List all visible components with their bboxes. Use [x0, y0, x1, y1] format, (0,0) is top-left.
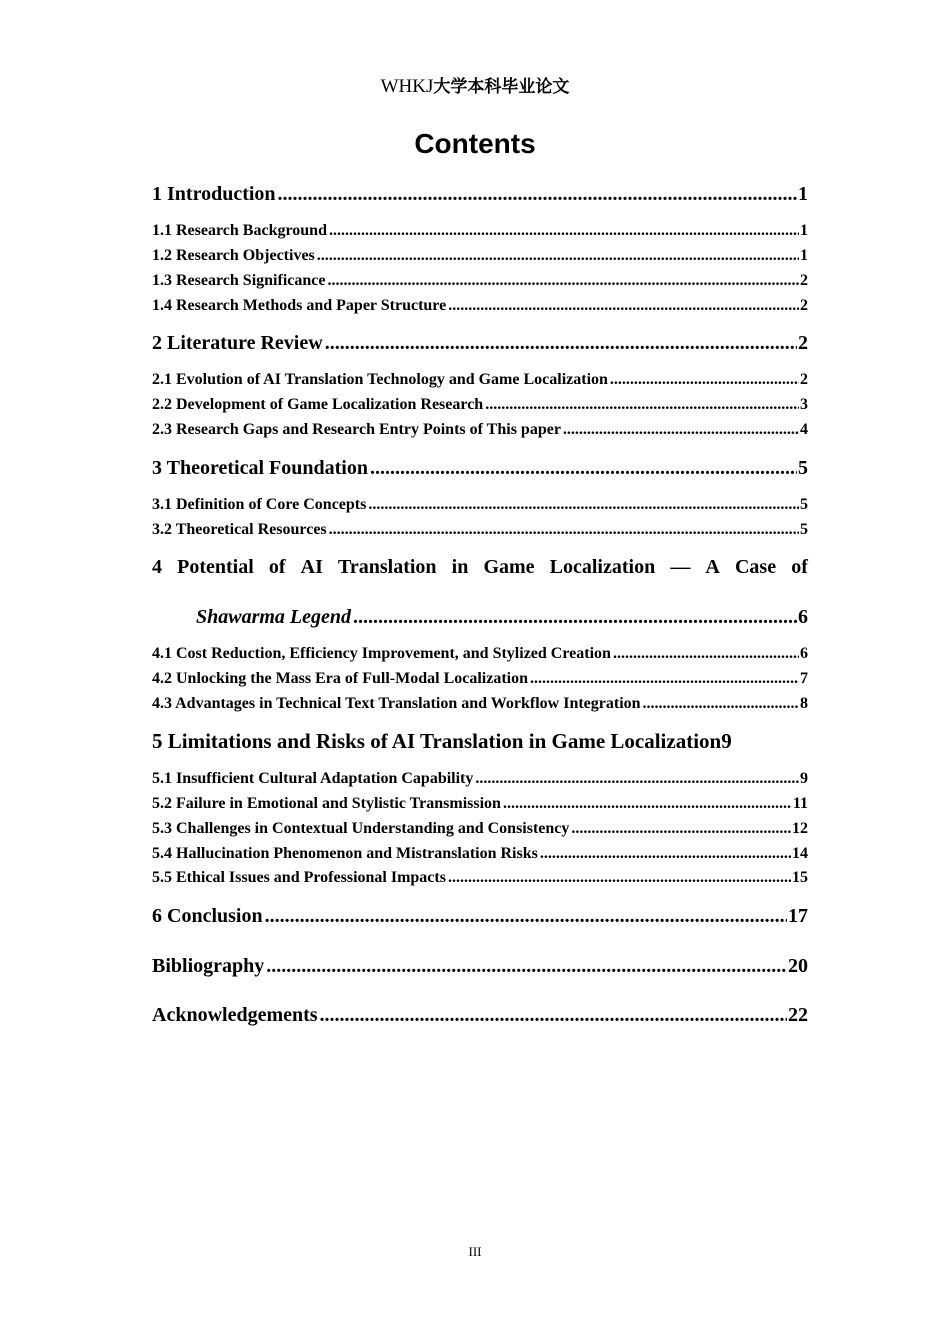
leader-dots [448, 867, 791, 889]
toc-page: 9 [721, 729, 732, 753]
toc-page: 17 [788, 905, 808, 927]
toc-label: 5.4 Hallucination Phenomenon and Mistranslation Risks [152, 845, 538, 862]
toc-label: 4.2 Unlocking the Mass Era of Full-Modal Localization [152, 670, 528, 687]
toc-word: Localization [549, 556, 656, 578]
toc-word: Potential [177, 556, 254, 578]
toc-label: 5.2 Failure in Emotional and Stylistic Transmission [152, 795, 501, 812]
toc-entry-2-1[interactable] [152, 369, 808, 391]
leader-dots [563, 419, 799, 441]
toc-page: 2 [800, 272, 808, 289]
leader-dots [320, 1001, 787, 1029]
toc-entry-5-1[interactable] [152, 768, 808, 790]
toc-label: 2.2 Development of Game Localization Research [152, 396, 484, 413]
toc-page: 5 [800, 496, 808, 513]
toc-label: 1.2 Research Objectives [152, 247, 315, 264]
toc-entry-ch2[interactable] [152, 329, 808, 357]
toc-word: Translation [338, 556, 437, 578]
toc-entry-ch5[interactable] [152, 727, 808, 755]
toc-label: 5 Limitations and Risks of AI Translation in Game Localization [152, 729, 722, 753]
toc-entry-5-4[interactable] [152, 843, 808, 865]
toc-label: 5.1 Insufficient Cultural Adaptation Capability [152, 770, 474, 787]
toc-entry-ch1[interactable] [152, 180, 808, 208]
toc-label: 1.1 Research Background [152, 222, 327, 239]
toc-label: Bibliography [152, 955, 265, 977]
toc-word: in [451, 556, 469, 578]
toc-word: Case [734, 556, 777, 578]
toc-page: 14 [792, 845, 808, 862]
toc-entry-3-1[interactable] [152, 494, 808, 516]
toc-label: 3.1 Definition of Core Concepts [152, 496, 367, 513]
toc-word: AI [300, 556, 323, 578]
page-number: III [468, 1244, 482, 1259]
toc-page: 2 [798, 332, 808, 354]
leader-dots [475, 768, 799, 790]
running-header [0, 75, 950, 99]
toc-entry-ch4-line2[interactable] [152, 603, 808, 631]
toc-label: 1.4 Research Methods and Paper Structure [152, 297, 447, 314]
toc-word: of [268, 556, 286, 578]
leader-dots [368, 494, 799, 516]
toc-label: Shawarma Legend [196, 606, 352, 628]
toc-entry-5-3[interactable] [152, 818, 808, 840]
toc-label: 2.1 Evolution of AI Translation Technology and Game Localization [152, 371, 608, 388]
toc-label: 6 Conclusion [152, 905, 263, 927]
leader-dots [329, 519, 799, 541]
toc-entry-ch4-line1[interactable] [152, 553, 808, 581]
toc-entry-2-2[interactable] [152, 394, 808, 416]
toc-entry-4-3[interactable] [152, 693, 808, 715]
toc-page: 7 [800, 670, 808, 687]
leader-dots [613, 643, 799, 665]
toc-label: 3 Theoretical Foundation [152, 457, 368, 479]
toc-page: 1 [800, 247, 808, 264]
toc-entry-4-2[interactable] [152, 668, 808, 690]
header-latin: WHKJ [380, 76, 434, 97]
toc-label: 2 Literature Review [152, 332, 323, 354]
toc-page: 2 [800, 297, 808, 314]
toc-entry-1-2[interactable] [152, 245, 808, 267]
toc-page: 2 [800, 371, 808, 388]
toc-label: 4.1 Cost Reduction, Efficiency Improvement, and Stylized Creation [152, 645, 611, 662]
toc-label: 5.5 Ethical Issues and Professional Impacts [152, 869, 446, 886]
toc-word: of [791, 556, 808, 578]
toc-page: 1 [798, 183, 808, 205]
toc-entry-5-5[interactable] [152, 867, 808, 889]
leader-dots [643, 693, 799, 715]
toc-entry-2-3[interactable] [152, 419, 808, 441]
toc-page: 3 [800, 396, 808, 413]
leader-dots [370, 454, 797, 482]
toc-word: A [705, 556, 720, 578]
toc-page: 5 [798, 457, 808, 479]
toc-label: 1.3 Research Significance [152, 272, 326, 289]
leader-dots [266, 952, 787, 980]
toc-page: 12 [792, 820, 808, 837]
toc-page: 1 [800, 222, 808, 239]
leader-dots [325, 329, 797, 357]
toc-page: 15 [792, 869, 808, 886]
toc-page: 4 [800, 421, 808, 438]
toc-entry-bibliography[interactable] [152, 952, 808, 980]
toc-page: 11 [792, 795, 808, 812]
toc-label: 4.3 Advantages in Technical Text Translation and Workflow Integration [152, 695, 641, 712]
toc-page: 6 [798, 606, 808, 628]
toc-page: 5 [800, 521, 808, 538]
toc-entry-acknowledgements[interactable] [152, 1001, 808, 1029]
leader-dots [610, 369, 799, 391]
leader-dots [265, 902, 787, 930]
leader-dots [485, 394, 799, 416]
toc-label: 5.3 Challenges in Contextual Understanding and Consistency [152, 820, 570, 837]
leader-dots [353, 603, 797, 631]
toc-label: Acknowledgements [152, 1004, 318, 1026]
leader-dots [317, 245, 799, 267]
toc-page: 9 [800, 770, 808, 787]
leader-dots [540, 843, 791, 865]
toc-entry-3-2[interactable] [152, 519, 808, 541]
toc-label: 2.3 Research Gaps and Research Entry Points of This paper [152, 421, 561, 438]
toc-page: 6 [800, 645, 808, 662]
toc-word: 4 [152, 556, 162, 578]
toc-entry-ch6[interactable] [152, 902, 808, 930]
header-han: 大学本科毕业论文 [433, 77, 570, 97]
leader-dots [329, 220, 799, 242]
toc-word: Game [483, 556, 535, 578]
leader-dots [327, 270, 799, 292]
toc-entry-1-4[interactable] [152, 295, 808, 317]
toc-entry-ch3[interactable] [152, 454, 808, 482]
toc-word: — [670, 556, 691, 578]
leader-dots [278, 180, 797, 208]
leader-dots [448, 295, 799, 317]
leader-dots [571, 818, 791, 840]
toc-label: 3.2 Theoretical Resources [152, 521, 327, 538]
page-title: Contents [414, 128, 536, 159]
toc-entry-1-3[interactable] [152, 270, 808, 292]
toc-entry-4-1[interactable] [152, 643, 808, 665]
toc-entry-1-1[interactable] [152, 220, 808, 242]
toc-page: 8 [800, 695, 808, 712]
toc-label: 1 Introduction [152, 183, 276, 205]
toc-page: 20 [788, 955, 808, 977]
toc-page: 22 [788, 1004, 808, 1026]
leader-dots [503, 793, 792, 815]
toc-entry-5-2[interactable] [152, 793, 808, 815]
leader-dots [530, 668, 799, 690]
